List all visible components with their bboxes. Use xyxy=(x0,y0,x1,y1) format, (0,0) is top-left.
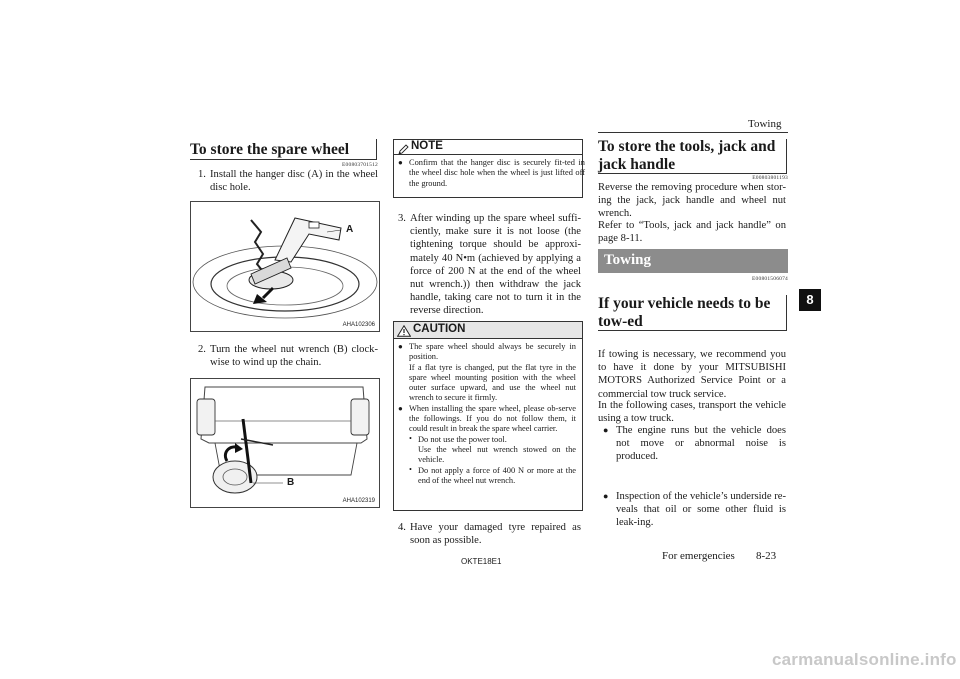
footer-code: OKTE18E1 xyxy=(461,557,502,566)
step-text: After winding up the spare wheel suffi-ciently, make sure it is not loose (the tightening torque should be approxi-mately 40 N•m (achieved by applying a force of 200 N at the end of the wheel nut wrench.)) then withdraw the jack handle, taking care not to turn it in the reverse direction. xyxy=(410,213,581,317)
warning-triangle-icon xyxy=(397,324,411,342)
towing-bullet-text: Inspection of the vehicle’s underside re-veals that oil or some other fluid is leak-ing. xyxy=(616,490,786,529)
towing-bullet xyxy=(598,490,786,530)
banner-code: E00801506074 xyxy=(751,276,788,282)
footer-page: 8-23 xyxy=(756,550,777,562)
note-heading: NOTE xyxy=(411,140,443,152)
watermark: carmanualsonline.info xyxy=(772,650,957,669)
caution-header xyxy=(394,322,582,339)
callout-label-a: A xyxy=(346,224,354,235)
caution-box xyxy=(393,321,583,511)
sub-bullet-icon: • xyxy=(409,433,412,443)
figure-code: AHA102319 xyxy=(342,498,375,504)
caution-subtext: Use the wheel nut wrench stowed on the vehicle. xyxy=(418,444,576,465)
caution-subtext: Do not use the power tool. xyxy=(418,434,507,444)
title-rule xyxy=(190,159,376,160)
caution-subitem xyxy=(398,466,576,487)
title-rule xyxy=(598,173,786,174)
title-rule xyxy=(598,330,786,331)
rear-vehicle-illustration xyxy=(191,379,379,507)
title-rule-end xyxy=(376,139,377,160)
caution-subitem xyxy=(398,435,576,445)
towing-paragraph: If towing is necessary, we recommend you to have it done by your MITSUBISHI MOTORS Authorized Service Point or a commercial tow truck service. xyxy=(598,349,786,400)
step-number: 1. xyxy=(198,169,206,180)
chapter-banner-title: Towing xyxy=(604,252,651,268)
figure-code: AHA102306 xyxy=(342,322,375,328)
step-number: 2. xyxy=(198,344,206,355)
chapter-tab: 8 xyxy=(799,289,821,311)
bullet-icon: ● xyxy=(603,490,609,501)
towing-cases: In the following cases, transport the vehicle using a tow truck. xyxy=(598,400,786,425)
note-item xyxy=(398,158,585,189)
caution-item-continuation xyxy=(398,363,576,404)
bullet-icon: ● xyxy=(398,342,403,351)
step-text: Install the hanger disc (A) in the wheel disc hole. xyxy=(210,169,378,194)
title-rule-end xyxy=(786,295,787,331)
bullet-icon: ● xyxy=(603,425,609,435)
step-number: 3. xyxy=(398,213,406,224)
caution-text: If a flat tyre is changed, put the flat tyre in the spare wheel mounting position with the wheel outer surface upward, and use the wheel nut wrench to secure it firmly. xyxy=(409,362,576,403)
section-code: E00803801193 xyxy=(752,175,788,181)
caution-subtext: Do not apply a force of 400 N or more at the end of the wheel nut wrench. xyxy=(418,465,576,485)
caution-text: When installing the spare wheel, please ob-serve the followings. If you do not follow them, it could result in break the spare wheel carrier. xyxy=(409,403,576,434)
sub-bullet-icon: • xyxy=(409,464,412,474)
tools-paragraph: Reverse the removing procedure when stor-ing the jack, jack handle and wheel nut wrench. xyxy=(598,182,786,220)
towing-bullet xyxy=(598,424,786,464)
step-text: Turn the wheel nut wrench (B) clock-wise to wind up the chain. xyxy=(210,344,378,369)
towing-bullet-text: The engine runs but the vehicle does not move or abnormal noise is produced. xyxy=(616,425,786,463)
caution-item xyxy=(398,342,576,363)
section-code: E00803701512 xyxy=(341,162,378,168)
caution-item xyxy=(398,404,576,435)
title-rule-end xyxy=(786,139,787,174)
footer-section: For emergencies xyxy=(662,550,735,562)
figure-hanger-disc xyxy=(190,201,380,332)
step-1 xyxy=(198,168,378,194)
chapter-banner xyxy=(598,249,788,273)
section-title-tools: To store the tools, jack and jack handle xyxy=(598,138,776,173)
section-title-spare-wheel: To store the spare wheel xyxy=(190,141,350,158)
figure-wheel-nut-wrench xyxy=(190,378,380,508)
tools-reference: Refer to “Tools, jack and jack handle” on page 8-11. xyxy=(598,220,786,245)
bullet-icon: ● xyxy=(398,403,403,413)
caution-body xyxy=(398,342,576,486)
step-text: Have your damaged tyre repaired as soon as possible. xyxy=(410,522,581,547)
step-2 xyxy=(198,343,378,369)
bullet-icon: ● xyxy=(398,158,403,167)
section-title-towing: If your vehicle needs to be tow-ed xyxy=(598,295,771,330)
step-4 xyxy=(398,521,581,547)
caution-heading: CAUTION xyxy=(413,323,466,335)
note-box xyxy=(393,139,583,198)
hanger-disc-illustration xyxy=(191,202,379,331)
step-number: 4. xyxy=(398,522,406,533)
note-header xyxy=(394,140,582,155)
caution-subitem-continuation xyxy=(398,445,576,466)
note-text: Confirm that the hanger disc is securely fit-ted in the wheel disc hole when the wheel is just lifted off the ground. xyxy=(409,158,585,188)
header-rule xyxy=(598,132,788,133)
running-header: Towing xyxy=(748,118,782,130)
step-3 xyxy=(398,212,581,318)
callout-label-b: B xyxy=(287,477,295,488)
caution-text: The spare wheel should always be securely in position. xyxy=(409,342,576,362)
